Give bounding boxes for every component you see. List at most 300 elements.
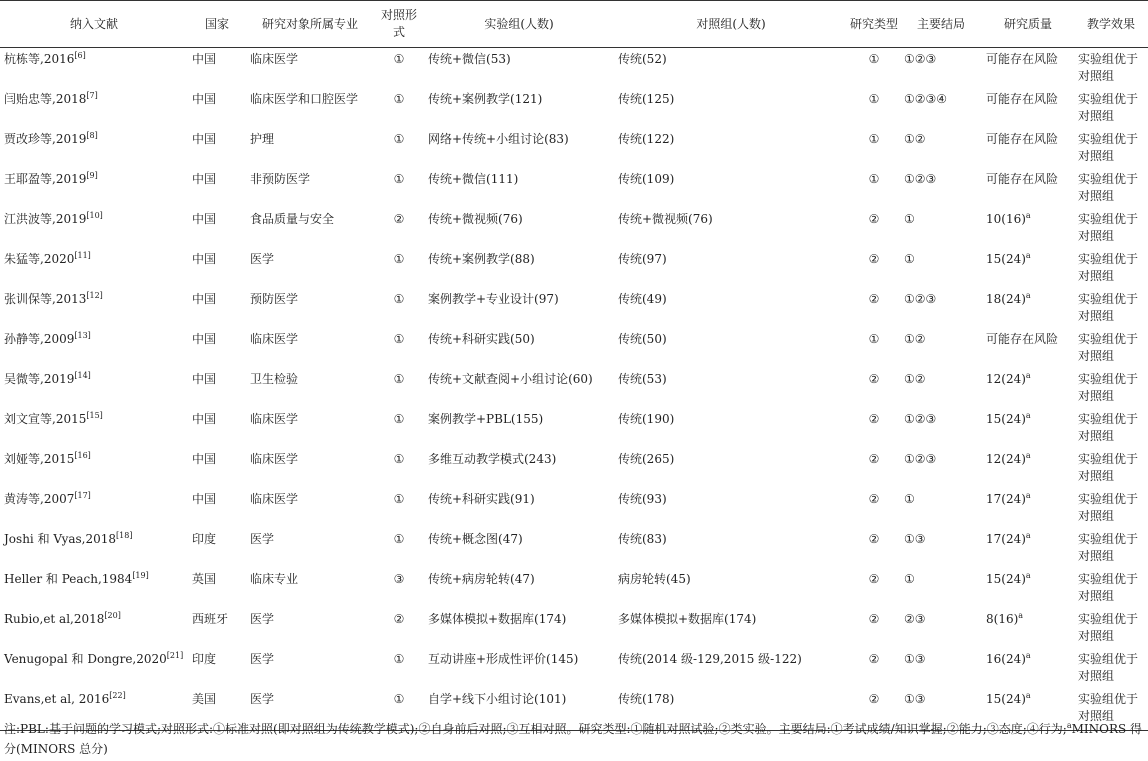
cell-ctrl — [614, 408, 848, 448]
cell-exp-text: 传统+概念图(47) — [428, 532, 523, 546]
cell-exp-text: 传统+微信(53) — [428, 52, 511, 66]
cell-country — [188, 408, 246, 448]
header-type: 研究类型 — [848, 1, 900, 48]
cell-outcome — [900, 88, 982, 128]
cell-country-text: 中国 — [192, 372, 217, 386]
cell-effect — [1074, 608, 1148, 648]
table-row — [0, 328, 1148, 368]
cell-country — [188, 248, 246, 288]
cell-major — [246, 328, 374, 368]
cell-type — [848, 328, 900, 368]
quality-superscript: a — [1025, 411, 1031, 420]
cell-effect-text: 实验组优于对照组 — [1078, 492, 1139, 523]
cell-country-text: 中国 — [192, 292, 217, 306]
cell-country-text: 英国 — [192, 572, 217, 586]
header-effect: 教学效果 — [1074, 1, 1148, 48]
cell-quality — [982, 328, 1074, 368]
cell-outcome-text: ① — [904, 212, 915, 226]
cell-major — [246, 608, 374, 648]
quality-superscript: a — [1025, 451, 1031, 460]
quality-superscript: a — [1025, 691, 1031, 700]
cell-ctrl-text: 传统(53) — [618, 372, 667, 386]
cell-ref-text: Venugopal 和 Dongre,2020 — [4, 652, 167, 666]
cell-outcome — [900, 248, 982, 288]
cell-ctrl-text: 多媒体模拟+数据库(174) — [618, 612, 757, 626]
cell-major-text: 护理 — [250, 132, 275, 146]
table-body — [0, 48, 1148, 731]
cell-type-text: ② — [868, 252, 880, 266]
cell-major — [246, 528, 374, 568]
cell-effect-text: 实验组优于对照组 — [1078, 292, 1139, 323]
cell-country — [188, 48, 246, 89]
cell-country — [188, 448, 246, 488]
cell-compare — [374, 648, 424, 688]
cell-country — [188, 488, 246, 528]
cell-country — [188, 648, 246, 688]
cell-compare-text: ① — [393, 652, 405, 666]
cell-quality — [982, 448, 1074, 488]
cell-major-text: 卫生检验 — [250, 372, 299, 386]
cell-effect-text: 实验组优于对照组 — [1078, 572, 1139, 603]
cell-country — [188, 88, 246, 128]
cell-major-text: 临床医学 — [250, 412, 299, 426]
cell-quality — [982, 608, 1074, 648]
cell-exp-text: 传统+案例教学(88) — [428, 252, 535, 266]
cell-compare-text: ① — [393, 412, 405, 426]
cell-effect-text: 实验组优于对照组 — [1078, 452, 1139, 483]
cell-type — [848, 168, 900, 208]
cell-major-text: 临床医学和口腔医学 — [250, 92, 359, 106]
citation-superscript: [11] — [74, 251, 91, 260]
cell-compare — [374, 328, 424, 368]
cell-ref-text: 吴微等,2019 — [4, 372, 75, 386]
cell-ref-text: 黄涛等,2007 — [4, 492, 75, 506]
cell-outcome-text: ① — [904, 572, 915, 586]
cell-compare — [374, 408, 424, 448]
cell-type-text: ① — [868, 172, 880, 186]
header-country: 国家 — [188, 1, 246, 48]
table-row — [0, 608, 1148, 648]
citation-superscript: [17] — [74, 491, 91, 500]
cell-exp — [424, 608, 614, 648]
citation-superscript: [22] — [109, 691, 126, 700]
cell-compare-text: ① — [393, 332, 405, 346]
cell-ref-text: Joshi 和 Vyas,2018 — [4, 532, 117, 546]
cell-major — [246, 248, 374, 288]
cell-compare-text: ① — [393, 372, 405, 386]
cell-exp — [424, 448, 614, 488]
footnote-superscript: a — [1066, 721, 1072, 730]
quality-superscript: a — [1025, 371, 1031, 380]
cell-ref — [0, 248, 188, 288]
cell-outcome-text: ①②③ — [904, 292, 937, 306]
cell-exp-text: 传统+病房轮转(47) — [428, 572, 535, 586]
cell-ctrl — [614, 608, 848, 648]
cell-effect — [1074, 648, 1148, 688]
cell-quality-text: 16(24) — [986, 652, 1026, 666]
cell-ctrl — [614, 488, 848, 528]
cell-major — [246, 128, 374, 168]
cell-effect-text: 实验组优于对照组 — [1078, 692, 1139, 723]
cell-ref-text: 杭栋等,2016 — [4, 52, 75, 66]
cell-exp — [424, 208, 614, 248]
cell-quality-text: 15(24) — [986, 692, 1026, 706]
cell-ref — [0, 368, 188, 408]
table-row — [0, 408, 1148, 448]
citation-superscript: [13] — [74, 331, 91, 340]
citation-superscript: [10] — [86, 211, 103, 220]
citation-superscript: [20] — [104, 611, 121, 620]
cell-country — [188, 128, 246, 168]
cell-effect — [1074, 248, 1148, 288]
cell-country-text: 中国 — [192, 412, 217, 426]
cell-quality-text: 17(24) — [986, 492, 1026, 506]
cell-type — [848, 248, 900, 288]
cell-outcome — [900, 208, 982, 248]
cell-quality-text: 12(24) — [986, 372, 1026, 386]
cell-ref — [0, 408, 188, 448]
cell-ctrl-text: 病房轮转(45) — [618, 572, 691, 586]
cell-major — [246, 48, 374, 89]
table-row — [0, 488, 1148, 528]
cell-major-text: 非预防医学 — [250, 172, 311, 186]
quality-superscript: a — [1025, 211, 1031, 220]
cell-exp-text: 多媒体模拟+数据库(174) — [428, 612, 567, 626]
cell-type — [848, 88, 900, 128]
cell-type — [848, 648, 900, 688]
cell-ctrl — [614, 208, 848, 248]
cell-exp-text: 网络+传统+小组讨论(83) — [428, 132, 569, 146]
cell-effect — [1074, 488, 1148, 528]
cell-compare — [374, 208, 424, 248]
cell-major — [246, 448, 374, 488]
cell-type-text: ② — [868, 412, 880, 426]
cell-effect — [1074, 448, 1148, 488]
cell-quality-text: 可能存在风险 — [986, 172, 1059, 186]
cell-quality — [982, 288, 1074, 328]
cell-compare — [374, 88, 424, 128]
cell-ref — [0, 88, 188, 128]
cell-quality-text: 可能存在风险 — [986, 92, 1059, 106]
cell-effect — [1074, 208, 1148, 248]
cell-quality — [982, 568, 1074, 608]
cell-country-text: 印度 — [192, 652, 217, 666]
cell-outcome-text: ①③ — [904, 532, 926, 546]
cell-ctrl-text: 传统(109) — [618, 172, 675, 186]
cell-effect-text: 实验组优于对照组 — [1078, 372, 1139, 403]
cell-type — [848, 528, 900, 568]
quality-superscript: a — [1025, 251, 1031, 260]
cell-country-text: 中国 — [192, 452, 217, 466]
cell-effect-text: 实验组优于对照组 — [1078, 332, 1139, 363]
cell-country-text: 中国 — [192, 492, 217, 506]
cell-ref — [0, 288, 188, 328]
cell-country — [188, 328, 246, 368]
cell-exp — [424, 88, 614, 128]
cell-effect-text: 实验组优于对照组 — [1078, 52, 1139, 83]
cell-major-text: 临床医学 — [250, 52, 299, 66]
cell-major-text: 临床专业 — [250, 572, 299, 586]
table-header-row — [0, 1, 1148, 48]
cell-ctrl-text: 传统(2014 级-129,2015 级-122) — [618, 652, 802, 666]
cell-exp-text: 传统+微视频(76) — [428, 212, 523, 226]
cell-compare — [374, 128, 424, 168]
cell-effect — [1074, 168, 1148, 208]
cell-major — [246, 568, 374, 608]
cell-ref-text: Rubio,et al,2018 — [4, 612, 105, 626]
cell-quality — [982, 648, 1074, 688]
cell-major — [246, 288, 374, 328]
table-row — [0, 208, 1148, 248]
table-row — [0, 368, 1148, 408]
cell-effect — [1074, 128, 1148, 168]
cell-effect — [1074, 88, 1148, 128]
header-major: 研究对象所属专业 — [246, 1, 374, 48]
cell-exp-text: 案例教学+PBL(155) — [428, 412, 544, 426]
cell-ref — [0, 528, 188, 568]
cell-country-text: 中国 — [192, 132, 217, 146]
cell-outcome-text: ①②③ — [904, 452, 937, 466]
cell-outcome — [900, 168, 982, 208]
cell-ref-text: Evans,et al, 2016 — [4, 692, 110, 706]
cell-outcome — [900, 568, 982, 608]
cell-effect — [1074, 408, 1148, 448]
cell-ref — [0, 128, 188, 168]
cell-ctrl-text: 传统(49) — [618, 292, 667, 306]
citation-superscript: [8] — [86, 131, 98, 140]
cell-ctrl — [614, 168, 848, 208]
cell-exp-text: 自学+线下小组讨论(101) — [428, 692, 567, 706]
cell-type-text: ② — [868, 372, 880, 386]
cell-type — [848, 288, 900, 328]
cell-ctrl-text: 传统(125) — [618, 92, 675, 106]
cell-country — [188, 528, 246, 568]
cell-outcome — [900, 408, 982, 448]
cell-type — [848, 568, 900, 608]
cell-effect — [1074, 528, 1148, 568]
cell-quality-text: 可能存在风险 — [986, 132, 1059, 146]
cell-country-text: 美国 — [192, 692, 217, 706]
cell-outcome-text: ①②③ — [904, 412, 937, 426]
cell-ref-text: Heller 和 Peach,1984 — [4, 572, 133, 586]
cell-ctrl-text: 传统(50) — [618, 332, 667, 346]
cell-quality-text: 15(24) — [986, 412, 1026, 426]
cell-ref-text: 孙静等,2009 — [4, 332, 75, 346]
cell-compare-text: ① — [393, 692, 405, 706]
cell-exp — [424, 248, 614, 288]
citation-superscript: [18] — [116, 531, 133, 540]
cell-ref — [0, 208, 188, 248]
cell-ref — [0, 328, 188, 368]
cell-ctrl-text: 传统+微视频(76) — [618, 212, 713, 226]
cell-exp-text: 传统+科研实践(91) — [428, 492, 535, 506]
cell-country-text: 西班牙 — [192, 612, 229, 626]
header-ctrl: 对照组(人数) — [614, 1, 848, 48]
cell-quality — [982, 408, 1074, 448]
cell-outcome-text: ① — [904, 252, 915, 266]
cell-outcome-text: ①②③ — [904, 172, 937, 186]
cell-quality-text: 10(16) — [986, 212, 1026, 226]
cell-exp — [424, 528, 614, 568]
cell-outcome — [900, 128, 982, 168]
cell-effect — [1074, 288, 1148, 328]
cell-ctrl — [614, 368, 848, 408]
citation-superscript: [19] — [132, 571, 149, 580]
cell-exp — [424, 488, 614, 528]
cell-effect-text: 实验组优于对照组 — [1078, 132, 1139, 163]
cell-major — [246, 208, 374, 248]
cell-outcome — [900, 448, 982, 488]
cell-country-text: 印度 — [192, 532, 217, 546]
cell-major-text: 预防医学 — [250, 292, 299, 306]
cell-type-text: ① — [868, 132, 880, 146]
cell-effect-text: 实验组优于对照组 — [1078, 92, 1139, 123]
cell-ref-text: 刘娅等,2015 — [4, 452, 75, 466]
cell-ctrl-text: 传统(122) — [618, 132, 675, 146]
cell-major — [246, 408, 374, 448]
cell-effect — [1074, 568, 1148, 608]
quality-superscript: a — [1025, 491, 1031, 500]
header-compare: 对照形式 — [374, 1, 424, 48]
cell-quality-text: 18(24) — [986, 292, 1026, 306]
cell-outcome-text: ①②③ — [904, 52, 937, 66]
cell-ref-text: 闫贻忠等,2018 — [4, 92, 87, 106]
cell-effect-text: 实验组优于对照组 — [1078, 532, 1139, 563]
cell-quality — [982, 248, 1074, 288]
cell-compare — [374, 448, 424, 488]
cell-major-text: 食品质量与安全 — [250, 212, 335, 226]
cell-exp-text: 互动讲座+形成性评价(145) — [428, 652, 579, 666]
cell-ref — [0, 488, 188, 528]
cell-type — [848, 488, 900, 528]
cell-ref — [0, 608, 188, 648]
quality-superscript: a — [1025, 571, 1031, 580]
cell-ctrl-text: 传统(93) — [618, 492, 667, 506]
footnote-minors: MINORS 得分(MINORS 总分) — [4, 722, 1143, 756]
table-row — [0, 128, 1148, 168]
cell-major-text: 医学 — [250, 692, 275, 706]
header-exp: 实验组(人数) — [424, 1, 614, 48]
cell-ctrl-text: 传统(190) — [618, 412, 675, 426]
table-row — [0, 648, 1148, 688]
cell-exp-text: 传统+文献查阅+小组讨论(60) — [428, 372, 593, 386]
cell-exp — [424, 48, 614, 89]
cell-compare — [374, 488, 424, 528]
citation-superscript: [12] — [86, 291, 103, 300]
cell-type-text: ② — [868, 692, 880, 706]
cell-ctrl — [614, 648, 848, 688]
table-row — [0, 88, 1148, 128]
cell-exp — [424, 168, 614, 208]
cell-country — [188, 288, 246, 328]
header-ref: 纳入文献 — [0, 1, 188, 48]
cell-type — [848, 408, 900, 448]
cell-compare — [374, 528, 424, 568]
cell-ref-text: 王耶盈等,2019 — [4, 172, 87, 186]
quality-superscript: a — [1025, 291, 1031, 300]
cell-country-text: 中国 — [192, 252, 217, 266]
cell-ctrl — [614, 128, 848, 168]
cell-quality-text: 15(24) — [986, 572, 1026, 586]
cell-compare-text: ① — [393, 92, 405, 106]
cell-compare — [374, 368, 424, 408]
cell-major-text: 医学 — [250, 652, 275, 666]
cell-quality — [982, 48, 1074, 89]
cell-ref-text: 朱猛等,2020 — [4, 252, 75, 266]
cell-type — [848, 128, 900, 168]
cell-ctrl — [614, 248, 848, 288]
cell-outcome-text: ①②③④ — [904, 92, 948, 106]
cell-effect-text: 实验组优于对照组 — [1078, 612, 1139, 643]
cell-type — [848, 608, 900, 648]
cell-ctrl-text: 传统(83) — [618, 532, 667, 546]
cell-country-text: 中国 — [192, 332, 217, 346]
cell-outcome-text: ①② — [904, 132, 926, 146]
citation-superscript: [14] — [74, 371, 91, 380]
cell-quality — [982, 208, 1074, 248]
cell-major-text: 医学 — [250, 252, 275, 266]
cell-major-text: 医学 — [250, 532, 275, 546]
cell-quality-text: 可能存在风险 — [986, 332, 1059, 346]
cell-ctrl — [614, 328, 848, 368]
cell-type-text: ② — [868, 572, 880, 586]
cell-compare — [374, 248, 424, 288]
table-footnote — [4, 719, 1144, 759]
cell-type-text: ② — [868, 612, 880, 626]
cell-effect — [1074, 328, 1148, 368]
cell-quality-text: 15(24) — [986, 252, 1026, 266]
cell-outcome — [900, 328, 982, 368]
cell-ref — [0, 648, 188, 688]
table-row — [0, 248, 1148, 288]
cell-type — [848, 448, 900, 488]
cell-compare-text: ① — [393, 452, 405, 466]
cell-quality — [982, 88, 1074, 128]
cell-ctrl — [614, 48, 848, 89]
cell-outcome — [900, 288, 982, 328]
cell-ctrl-text: 传统(97) — [618, 252, 667, 266]
cell-type-text: ② — [868, 532, 880, 546]
cell-effect-text: 实验组优于对照组 — [1078, 652, 1139, 683]
cell-compare-text: ③ — [393, 572, 405, 586]
quality-superscript: a — [1025, 651, 1031, 660]
cell-exp — [424, 368, 614, 408]
cell-type-text: ① — [868, 92, 880, 106]
cell-effect-text: 实验组优于对照组 — [1078, 172, 1139, 203]
cell-outcome — [900, 368, 982, 408]
cell-ref — [0, 448, 188, 488]
cell-type-text: ② — [868, 492, 880, 506]
cell-compare — [374, 168, 424, 208]
cell-major-text: 临床医学 — [250, 332, 299, 346]
cell-ref-text: 张训保等,2013 — [4, 292, 87, 306]
cell-outcome-text: ②③ — [904, 612, 926, 626]
cell-country — [188, 168, 246, 208]
cell-quality-text: 可能存在风险 — [986, 52, 1059, 66]
cell-major — [246, 168, 374, 208]
citation-superscript: [16] — [74, 451, 91, 460]
cell-type-text: ① — [868, 52, 880, 66]
cell-outcome-text: ①② — [904, 332, 926, 346]
cell-major-text: 医学 — [250, 612, 275, 626]
cell-country-text: 中国 — [192, 92, 217, 106]
cell-type-text: ② — [868, 212, 880, 226]
cell-outcome — [900, 48, 982, 89]
cell-outcome-text: ①② — [904, 372, 926, 386]
cell-type-text: ② — [868, 652, 880, 666]
cell-compare — [374, 288, 424, 328]
cell-effect — [1074, 48, 1148, 89]
